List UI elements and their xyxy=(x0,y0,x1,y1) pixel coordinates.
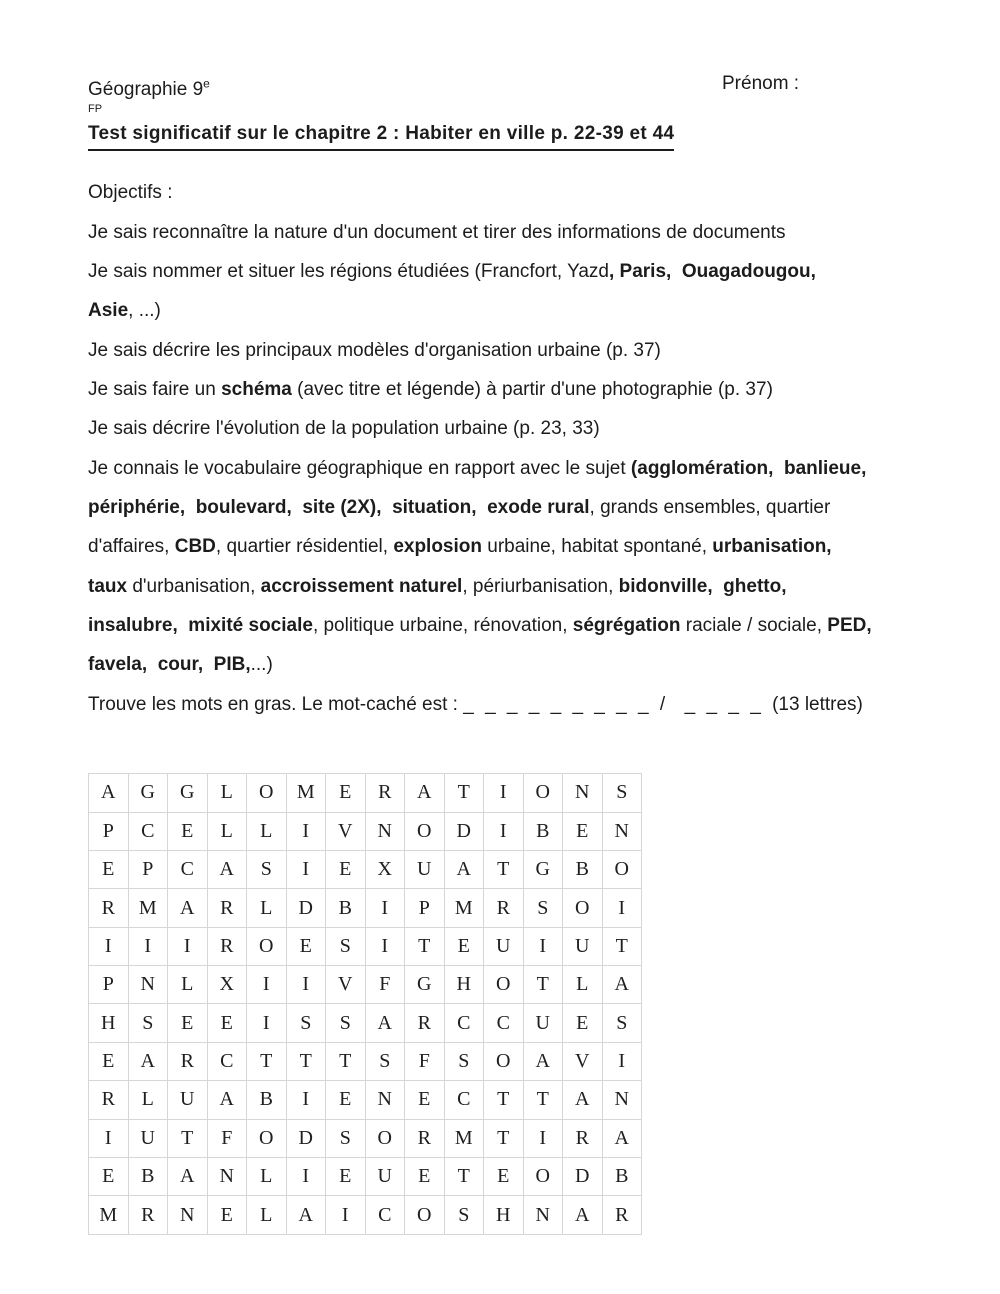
text-run: Je sais décrire les principaux modèles d'organisation urbaine (p. 37) xyxy=(88,339,661,361)
grid-cell: L xyxy=(168,966,208,1004)
text-run: Je sais nommer et situer les régions étudiées (Francfort, Yazd xyxy=(88,261,609,283)
grid-cell: I xyxy=(286,850,326,888)
text-run: ...) xyxy=(250,654,273,676)
grid-cell: O xyxy=(405,812,445,850)
text-run: , ...) xyxy=(128,300,161,322)
bold-text-run: favela, cour, PIB, xyxy=(88,654,251,676)
grid-cell: A xyxy=(207,850,247,888)
grid-cell: A xyxy=(444,850,484,888)
grid-cell: L xyxy=(247,1196,287,1234)
grid-cell: E xyxy=(326,1081,366,1119)
grid-cell: N xyxy=(365,1081,405,1119)
text-run: Je sais décrire l'évolution de la population urbaine (p. 23, 33) xyxy=(88,418,600,440)
text-run: Je connais le vocabulaire géographique en rapport avec le sujet xyxy=(88,457,631,479)
grid-cell: I xyxy=(326,1196,366,1234)
grid-row xyxy=(89,927,642,965)
grid-cell: R xyxy=(563,1119,603,1157)
grid-cell: S xyxy=(326,1004,366,1042)
grid-cell: G xyxy=(128,774,168,812)
text-run: Objectifs : xyxy=(88,182,173,204)
grid-cell: S xyxy=(602,774,642,812)
grid-cell: N xyxy=(563,774,603,812)
grid-cell: A xyxy=(563,1196,603,1234)
grid-cell: T xyxy=(484,1119,524,1157)
grid-cell: U xyxy=(128,1119,168,1157)
grid-cell: N xyxy=(128,966,168,1004)
grid-cell: E xyxy=(326,850,366,888)
grid-cell: I xyxy=(128,927,168,965)
objective-line xyxy=(88,567,922,606)
objective-line xyxy=(88,527,922,566)
text-run: , quartier résidentiel, xyxy=(215,536,394,558)
student-name-label: Prénom : xyxy=(722,73,800,94)
grid-cell: O xyxy=(484,966,524,1004)
grid-cell: R xyxy=(405,1004,445,1042)
grid-cell: I xyxy=(286,966,326,1004)
grid-cell: V xyxy=(326,966,366,1004)
grid-row xyxy=(89,1158,642,1196)
grid-cell: A xyxy=(168,1158,208,1196)
grid-cell: U xyxy=(405,850,445,888)
grid-cell: X xyxy=(365,850,405,888)
grid-cell: N xyxy=(602,812,642,850)
grid-cell: T xyxy=(286,1042,326,1080)
grid-cell: S xyxy=(444,1196,484,1234)
answer-blanks: _ _ _ _ _ _ _ _ _ / _ _ _ _ xyxy=(463,693,773,715)
grid-cell: T xyxy=(326,1042,366,1080)
grid-cell: R xyxy=(89,889,129,927)
grid-cell: E xyxy=(89,1042,129,1080)
grid-cell: A xyxy=(602,966,642,1004)
grid-cell: E xyxy=(168,1004,208,1042)
grid-cell: L xyxy=(563,966,603,1004)
text-run: , politique urbaine, rénovation, xyxy=(312,615,573,637)
text-run: (avec titre et légende) à partir d'une photographie (p. 37) xyxy=(291,379,773,401)
grid-cell: L xyxy=(247,1158,287,1196)
grid-cell: E xyxy=(484,1158,524,1196)
grid-cell: E xyxy=(207,1196,247,1234)
bold-text-run: CBD xyxy=(174,536,216,558)
bold-text-run: périphérie, boulevard, site (2X), situation, exode rural xyxy=(88,497,590,519)
grid-cell: A xyxy=(602,1119,642,1157)
grid-cell: D xyxy=(286,889,326,927)
grid-cell: I xyxy=(247,966,287,1004)
bold-text-run: schéma xyxy=(221,379,292,401)
text-run: (13 lettres) xyxy=(772,693,863,715)
grid-cell: B xyxy=(326,889,366,927)
grid-cell: T xyxy=(523,966,563,1004)
grid-cell: U xyxy=(484,927,524,965)
grid-cell: E xyxy=(326,1158,366,1196)
grid-cell: I xyxy=(365,927,405,965)
grid-cell: R xyxy=(602,1196,642,1234)
objective-line xyxy=(88,449,922,488)
grid-cell: B xyxy=(602,1158,642,1196)
grid-cell: E xyxy=(444,927,484,965)
grid-cell: T xyxy=(444,774,484,812)
grid-cell: A xyxy=(207,1081,247,1119)
grid-cell: N xyxy=(523,1196,563,1234)
grid-cell: C xyxy=(444,1004,484,1042)
grid-cell: E xyxy=(563,812,603,850)
text-run: d'urbanisation, xyxy=(127,575,261,597)
objective-lines xyxy=(88,173,922,724)
grid-cell: F xyxy=(365,966,405,1004)
grid-cell: P xyxy=(128,850,168,888)
grid-cell: S xyxy=(523,889,563,927)
objective-line xyxy=(88,252,922,291)
objective-line xyxy=(88,213,922,252)
grid-cell: B xyxy=(128,1158,168,1196)
grid-cell: I xyxy=(484,812,524,850)
grid-cell: L xyxy=(247,889,287,927)
word-search-grid xyxy=(88,773,642,1235)
grid-row xyxy=(89,812,642,850)
grid-cell: X xyxy=(207,966,247,1004)
grid-cell: R xyxy=(365,774,405,812)
bold-text-run: urbanisation, xyxy=(712,536,832,558)
grid-row xyxy=(89,966,642,1004)
grid-cell: H xyxy=(444,966,484,1004)
grid-cell: S xyxy=(286,1004,326,1042)
objective-line xyxy=(88,645,922,684)
grid-cell: A xyxy=(365,1004,405,1042)
grid-cell: T xyxy=(168,1119,208,1157)
grid-cell: R xyxy=(207,889,247,927)
bold-text-run: explosion xyxy=(393,536,482,558)
bold-text-run: PED, xyxy=(827,615,872,637)
grid-cell: R xyxy=(484,889,524,927)
grid-row xyxy=(89,774,642,812)
objective-line xyxy=(88,370,922,409)
grid-cell: T xyxy=(405,927,445,965)
grid-cell: D xyxy=(286,1119,326,1157)
grid-row xyxy=(89,1004,642,1042)
find-instruction xyxy=(88,685,922,724)
grid-cell: G xyxy=(168,774,208,812)
grid-cell: E xyxy=(405,1158,445,1196)
grid-cell: P xyxy=(89,812,129,850)
grid-row xyxy=(89,1081,642,1119)
grid-cell: O xyxy=(247,1119,287,1157)
grid-cell: L xyxy=(247,812,287,850)
grid-cell: E xyxy=(326,774,366,812)
grid-cell: I xyxy=(523,927,563,965)
bold-text-run: , Paris, Ouagadougou, xyxy=(608,261,816,283)
grid-cell: S xyxy=(602,1004,642,1042)
grid-cell: F xyxy=(207,1119,247,1157)
grid-cell: D xyxy=(444,812,484,850)
grid-cell: E xyxy=(563,1004,603,1042)
grid-cell: C xyxy=(128,812,168,850)
grid-cell: E xyxy=(207,1004,247,1042)
text-run: , périurbanisation, xyxy=(462,575,619,597)
grid-cell: O xyxy=(523,1158,563,1196)
grid-cell: O xyxy=(405,1196,445,1234)
grid-cell: C xyxy=(484,1004,524,1042)
teacher-initials: FP xyxy=(88,103,103,116)
grid-cell: M xyxy=(444,889,484,927)
grid-cell: I xyxy=(602,889,642,927)
bold-text-run: taux xyxy=(88,575,128,597)
grid-cell: M xyxy=(128,889,168,927)
grid-cell: O xyxy=(247,774,287,812)
grid-cell: L xyxy=(207,774,247,812)
grid-cell: O xyxy=(247,927,287,965)
grid-cell: A xyxy=(523,1042,563,1080)
grid-cell: E xyxy=(168,812,208,850)
grid-cell: C xyxy=(444,1081,484,1119)
bold-text-run: Asie xyxy=(88,300,129,322)
grid-cell: V xyxy=(326,812,366,850)
grid-row xyxy=(89,1196,642,1234)
grid-cell: I xyxy=(89,1119,129,1157)
grid-cell: B xyxy=(563,850,603,888)
title-row xyxy=(88,120,922,151)
grid-cell: I xyxy=(286,812,326,850)
grid-cell: G xyxy=(405,966,445,1004)
course-label: Géographie 9e xyxy=(88,77,210,101)
grid-cell: C xyxy=(207,1042,247,1080)
grid-cell: A xyxy=(286,1196,326,1234)
grid-cell: O xyxy=(365,1119,405,1157)
grid-cell: I xyxy=(523,1119,563,1157)
grid-row xyxy=(89,1042,642,1080)
grid-cell: B xyxy=(247,1081,287,1119)
grid-cell: H xyxy=(89,1004,129,1042)
grid-row xyxy=(89,1119,642,1157)
grid-cell: S xyxy=(247,850,287,888)
grid-cell: G xyxy=(523,850,563,888)
bold-text-run: (agglomération, banlieue, xyxy=(630,457,867,479)
grid-cell: T xyxy=(444,1158,484,1196)
grid-cell: H xyxy=(484,1196,524,1234)
grid-cell: I xyxy=(168,927,208,965)
bold-text-run: bidonville, ghetto, xyxy=(618,575,787,597)
grid-cell: T xyxy=(247,1042,287,1080)
grid-cell: A xyxy=(128,1042,168,1080)
grid-cell: U xyxy=(365,1158,405,1196)
grid-cell: R xyxy=(89,1081,129,1119)
text-run: Je sais reconnaître la nature d'un document et tirer des informations de documents xyxy=(88,221,786,243)
bold-text-run: ségrégation xyxy=(572,615,681,637)
grid-cell: A xyxy=(405,774,445,812)
grid-cell: T xyxy=(602,927,642,965)
grid-cell: F xyxy=(405,1042,445,1080)
grid-cell: I xyxy=(602,1042,642,1080)
bold-text-run: accroissement naturel xyxy=(260,575,463,597)
objective-line xyxy=(88,331,922,370)
grid-cell: S xyxy=(365,1042,405,1080)
grid-cell: N xyxy=(602,1081,642,1119)
grid-cell: U xyxy=(168,1081,208,1119)
objective-line xyxy=(88,291,922,330)
grid-cell: P xyxy=(405,889,445,927)
grid-cell: M xyxy=(286,774,326,812)
grid-cell: N xyxy=(207,1158,247,1196)
grid-cell: O xyxy=(523,774,563,812)
grid-cell: R xyxy=(207,927,247,965)
grid-cell: R xyxy=(128,1196,168,1234)
grid-cell: I xyxy=(365,889,405,927)
bold-text-run: insalubre, mixité sociale xyxy=(88,615,313,637)
header-row xyxy=(88,72,922,102)
grid-cell: E xyxy=(405,1081,445,1119)
grid-cell: N xyxy=(365,812,405,850)
grid-cell: R xyxy=(405,1119,445,1157)
grid-cell: T xyxy=(523,1081,563,1119)
grid-cell: T xyxy=(484,1081,524,1119)
text-run: urbaine, habitat spontané, xyxy=(482,536,713,558)
grid-cell: S xyxy=(326,927,366,965)
grid-cell: U xyxy=(523,1004,563,1042)
grade-superscript: e xyxy=(203,77,210,91)
grid-cell: O xyxy=(602,850,642,888)
grid-cell: O xyxy=(563,889,603,927)
objectives-heading xyxy=(88,173,922,212)
grid-cell: N xyxy=(168,1196,208,1234)
grid-cell: S xyxy=(128,1004,168,1042)
text-run: d'affaires, xyxy=(88,536,175,558)
text-run: Trouve les mots en gras. Le mot-caché est : xyxy=(88,693,464,715)
grid-cell: U xyxy=(563,927,603,965)
grid-cell: I xyxy=(247,1004,287,1042)
grid-cell: D xyxy=(563,1158,603,1196)
grid-cell: E xyxy=(89,850,129,888)
grid-cell: M xyxy=(89,1196,129,1234)
grid-cell: C xyxy=(365,1196,405,1234)
text-run: Je sais faire un xyxy=(88,379,222,401)
grid-cell: I xyxy=(484,774,524,812)
grid-cell: E xyxy=(286,927,326,965)
grid-cell: P xyxy=(89,966,129,1004)
grid-cell: R xyxy=(168,1042,208,1080)
text-run: , grands ensembles, quartier xyxy=(589,497,831,519)
objective-line xyxy=(88,488,922,527)
grid-cell: S xyxy=(326,1119,366,1157)
grid-cell: V xyxy=(563,1042,603,1080)
grid-cell: E xyxy=(89,1158,129,1196)
text-run: raciale / sociale, xyxy=(680,615,828,637)
grid-cell: I xyxy=(286,1158,326,1196)
grid-cell: I xyxy=(286,1081,326,1119)
grid-cell: C xyxy=(168,850,208,888)
objective-line xyxy=(88,409,922,448)
grid-row xyxy=(89,850,642,888)
grid-cell: I xyxy=(89,927,129,965)
word-search-grid-body xyxy=(89,774,642,1235)
objective-line xyxy=(88,606,922,645)
grid-row xyxy=(89,889,642,927)
grid-cell: B xyxy=(523,812,563,850)
grid-cell: M xyxy=(444,1119,484,1157)
grid-cell: L xyxy=(207,812,247,850)
doc-title: Test significatif sur le chapitre 2 : Habiter en ville p. 22-39 et 44 xyxy=(88,120,674,151)
grid-cell: L xyxy=(128,1081,168,1119)
grid-cell: A xyxy=(168,889,208,927)
grid-cell: T xyxy=(484,850,524,888)
grid-cell: A xyxy=(563,1081,603,1119)
grid-cell: O xyxy=(484,1042,524,1080)
grid-cell: S xyxy=(444,1042,484,1080)
grid-cell: A xyxy=(89,774,129,812)
